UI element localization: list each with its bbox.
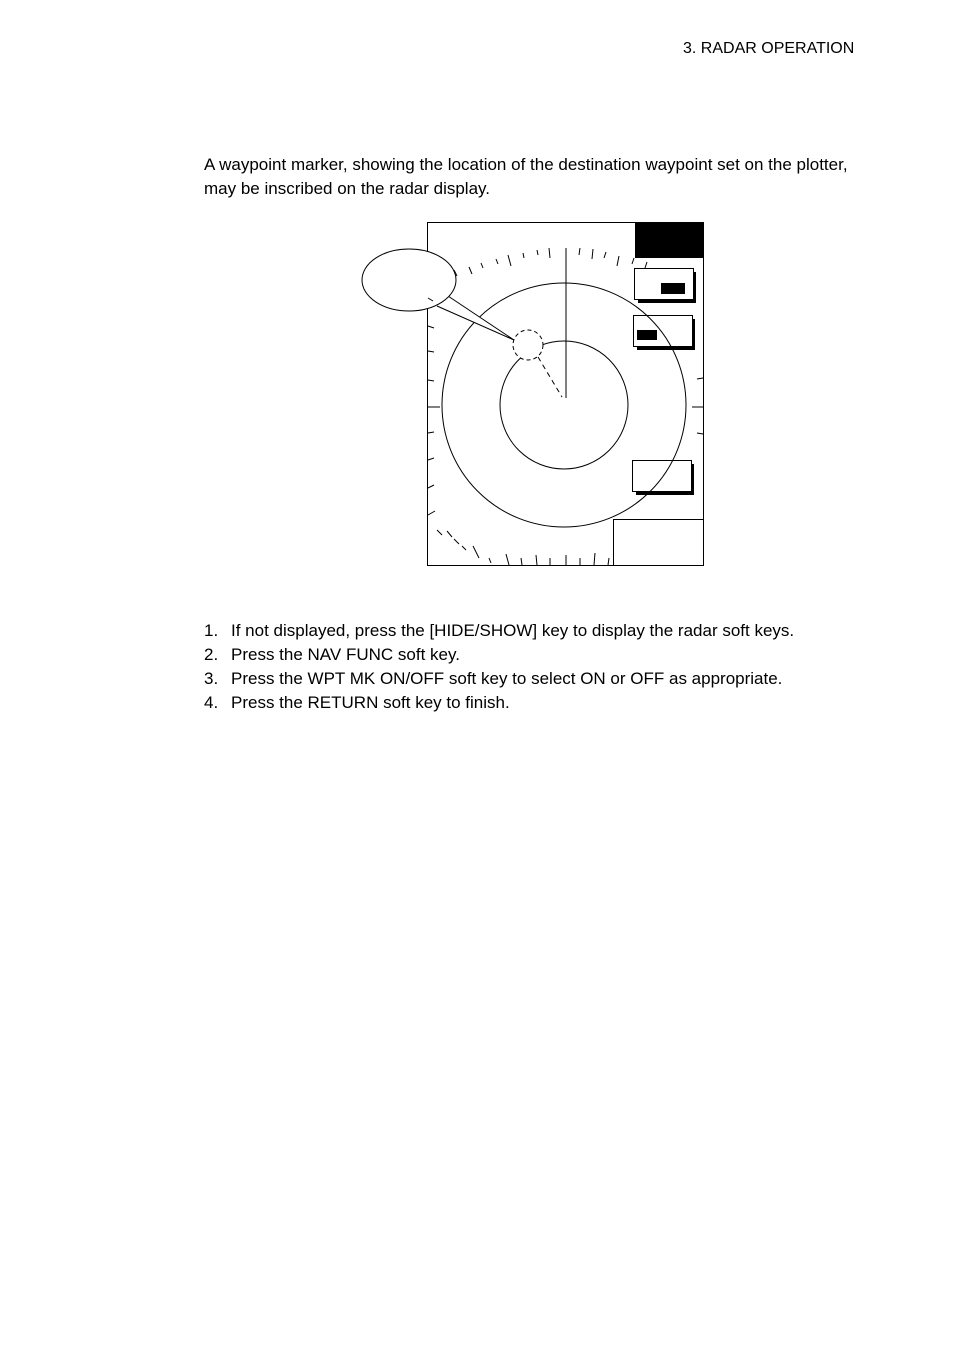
page-header: 3. RADAR OPERATION bbox=[683, 40, 855, 57]
step-text: Press the RETURN soft key to finish. bbox=[231, 693, 510, 712]
step-item bbox=[204, 619, 884, 643]
step-item bbox=[204, 643, 884, 667]
procedure-steps bbox=[204, 619, 884, 715]
step-text: Press the WPT MK ON/OFF soft key to select ON or OFF as appropriate. bbox=[231, 669, 783, 688]
header-block bbox=[635, 223, 703, 258]
step-number: 1. bbox=[204, 621, 219, 640]
radar-frame bbox=[428, 223, 704, 566]
callout-bubble bbox=[362, 249, 456, 311]
step-text: If not displayed, press the [HIDE/SHOW] key to display the radar soft keys. bbox=[231, 621, 795, 640]
intro-paragraph: A waypoint marker, showing the location of the destination waypoint set on the plotter, may be inscribed on the radar display. bbox=[204, 155, 848, 198]
step-text: Press the NAV FUNC soft key. bbox=[231, 645, 460, 664]
range-ring-outer bbox=[442, 283, 686, 527]
waypoint-marker bbox=[513, 330, 543, 360]
data-box bbox=[614, 520, 704, 566]
soft-key-box-3 bbox=[633, 461, 695, 496]
step-item bbox=[204, 667, 884, 691]
waypoint-dashed-line bbox=[538, 357, 562, 397]
callout-pointer bbox=[437, 296, 514, 340]
soft-key-box-2 bbox=[634, 316, 696, 351]
bearing-scale bbox=[428, 248, 703, 565]
step-number: 3. bbox=[204, 669, 219, 688]
step-number: 2. bbox=[204, 645, 219, 664]
step-number: 4. bbox=[204, 693, 219, 712]
range-ring-inner bbox=[500, 341, 628, 469]
radar-display-illustration bbox=[0, 0, 954, 600]
step-item bbox=[204, 691, 884, 715]
soft-key-box-1 bbox=[635, 269, 697, 304]
